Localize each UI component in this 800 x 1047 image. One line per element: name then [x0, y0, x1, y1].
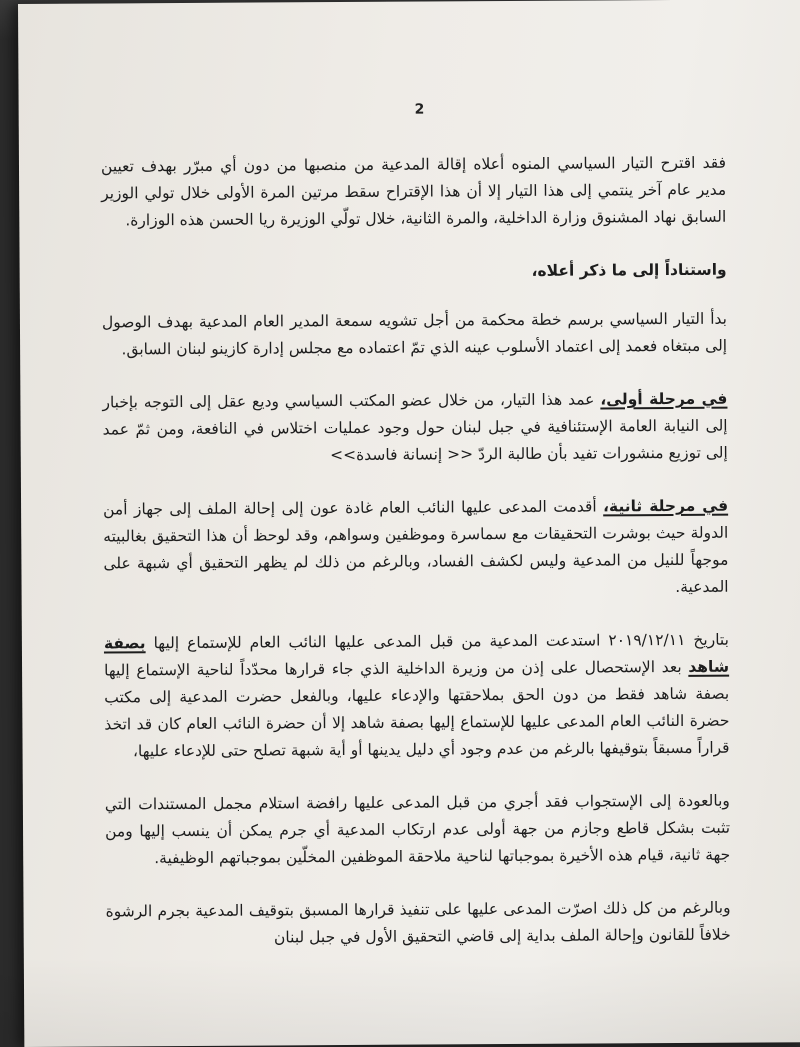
- paragraph-second-stage: [103, 493, 729, 605]
- second-stage-text: أقدمت المدعى عليها النائب العام غادة عون إلى إحالة الملف إلى جهاز أمن الدولة حيث بوشرت التحقيقات مع سماسرة وموظفين وسواهم، وقد لوحظ أن هذا التحقيق بغالبيته موجهاً للنيل من المدعية وليس لكشف الفساد، وبالرغم من ذلك لم يظهر التحقيق أي شبهة على المدعية.: [103, 497, 729, 596]
- paragraph-summons: [104, 627, 730, 766]
- first-stage-text: عمد هذا التيار، من خلال عضو المكتب السياسي وديع عقل إلى التوجه بإخبار إلى النيابة العامة الإستئنافية في جبل لبنان حول وجود عمليات اختلاس في النافعة، ومن ثمّ عمد إلى توزيع منشورات تفيد بأن طالبة الردّ << إنسانة فاسدة>>: [102, 390, 728, 465]
- first-stage-label: في مرحلة أولى،: [600, 389, 728, 409]
- paragraph-proposal: فقد اقترح التيار السياسي المنوه أعلاه إقالة المدعية من منصبها من دون أي مبرّر بهدف تعيين مدير عام آخر ينتمي إلى هذا التيار إلا أن هذا الإقتراح سقط مرتين المرة الأولى خلال تولي الوزير السابق نهاد المشنوق وزارة الداخلية، والمرة الثانية، خلال تولّي الوزيرة ريا الحسن هذه الوزارة.: [100, 153, 727, 230]
- document-page: [18, 0, 800, 1047]
- witness-capacity-label: بصفة شاهد: [103, 634, 730, 676]
- second-stage-label: في مرحلة ثانية،: [603, 496, 729, 516]
- paragraph-plan: بدأ التيار السياسي برسم خطة محكمة من أجل تشويه سمعة المدير العام المدعية بهدف الوصول إلى مبتغاه فعمد إلى اعتماد الأسلوب عينه الذي تمّ اعتماده مع مجلس إدارة كازينو لبنان السابق.: [101, 309, 728, 359]
- paragraph-interrogation: وبالعودة إلى الإستجواب فقد أجري من قبل المدعى عليها رافضة استلام مجمل المستندات التي تثبت بشكل قاطع وجازم من جهة أولى عدم ارتكاب المدعية أي جرم يمكن أن ينسب إليها ومن جهة ثانية، قيام هذه الأخيرة بموجباتها لناحية ملاحقة الموظفين المخلّين بموجباتهم الوظيفية.: [104, 791, 731, 868]
- document-body: [101, 150, 731, 979]
- summons-text-start: بتاريخ ٢٠١٩/١٢/١١ استدعت المدعية من قبل المدعى عليها النائب العام للإستماع إليها: [145, 630, 729, 653]
- paragraph-first-stage: [102, 386, 727, 471]
- page-number: 2: [414, 101, 425, 118]
- paragraph-conclusion: وبالرغم من كل ذلك اصرّت المدعى عليها على تنفيذ قرارها المسبق بتوقيف المدعية بجرم الرشوة خلافاً للقانون وإحالة الملف بداية إلى قاضي التحقيق الأول في جبل لبنان: [105, 898, 731, 947]
- paragraph-heading: واستناداً إلى ما ذكر أعلاه،: [531, 260, 727, 280]
- summons-text-end: بعد الإستحصال على إذن من وزيرة الداخلية الذي جاء قرارها محدّداً لناحية الإستماع إليها بصفة شاهد فقط من دون الحق بملاحقتها والإدعاء عليها، وبالفعل حضرت المدعية إلى مكتب حضرة النائب العام المدعى عليها للإستماع إليها بصفة شاهد إلا أن حضرة النائب العام كان قد اتخذ قراراً مسبقاً بتوقيفها بالرغم من عدم وجود أي دليل يدينها أو أية شبهة تصلح حتى للإدعاء عليها،: [104, 657, 730, 761]
